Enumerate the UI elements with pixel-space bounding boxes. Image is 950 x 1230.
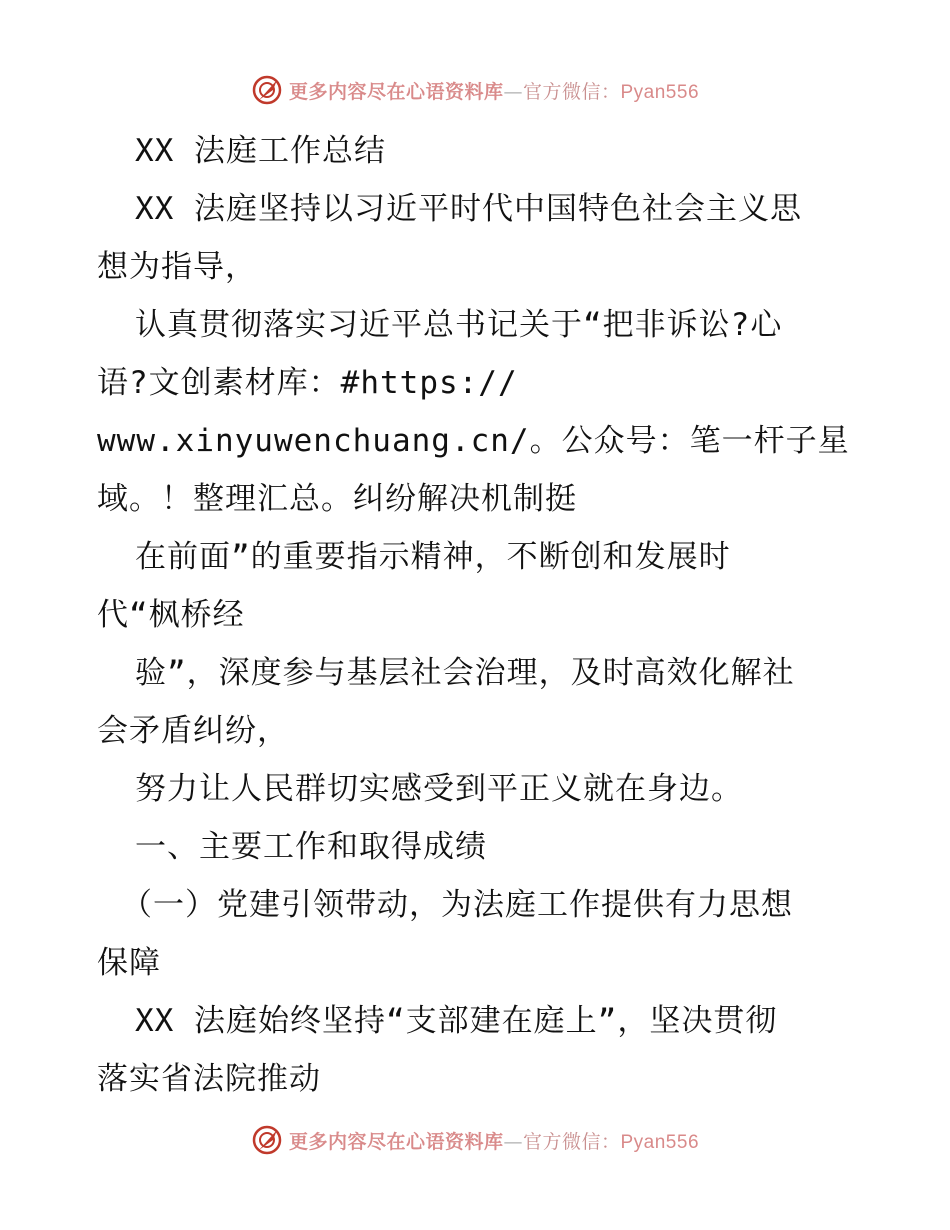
paragraph-line: 验”，深度参与基层社会治理，及时高效化解社 (135, 655, 795, 691)
watermark-separator: — (503, 1130, 523, 1153)
paragraph-line: 会矛盾纠纷， (97, 713, 289, 749)
subsection-heading: （一）党建引领带动，为法庭工作提供有力思想 (121, 887, 793, 923)
paragraph-line: 落实省法院推动 (97, 1061, 321, 1097)
subsection-heading-continued: 保障 (97, 945, 161, 981)
paragraph-line: XX 法庭始终坚持“支部建在庭上”，坚决贯彻 (135, 1003, 778, 1039)
paragraph-line: 认真贯彻落实习近平总书记关于“把非诉讼?心 (135, 307, 783, 343)
paragraph-line: 代“枫桥经 (97, 597, 245, 633)
watermark-wechat-label: 官方微信： (522, 1130, 621, 1153)
section-heading: 一、主要工作和取得成绩 (135, 829, 487, 865)
watermark-brand: 更多内容尽在心语资料库 (288, 80, 504, 103)
paragraph-line: 努力让人民群切实感受到平正义就在身边。 (135, 771, 743, 807)
paragraph-line: 语?文创素材库：#https:// (97, 365, 518, 401)
paragraph-line: 在前面”的重要指示精神，不断创和发展时 (135, 539, 731, 575)
header-watermark (0, 70, 950, 110)
watermark-wechat-id: Pyan556 (620, 81, 700, 103)
quill-logo-icon (251, 1124, 283, 1156)
paragraph-line: 想为指导， (97, 249, 257, 285)
watermark-brand: 更多内容尽在心语资料库 (288, 1130, 504, 1153)
document-title: XX 法庭工作总结 (135, 133, 386, 169)
footer-watermark (0, 1120, 950, 1160)
quill-logo-icon (251, 74, 283, 106)
watermark-wechat-label: 官方微信： (522, 80, 621, 103)
paragraph-line: 域。！整理汇总。纠纷解决机制挺 (97, 481, 577, 517)
paragraph-line: XX 法庭坚持以习近平时代中国特色社会主义思 (135, 191, 802, 227)
watermark-separator: — (503, 80, 523, 103)
watermark-text (289, 77, 699, 104)
watermark-text (289, 1127, 699, 1154)
paragraph-line: www.xinyuwenchuang.cn/。公众号：笔一杆子星 (97, 423, 850, 459)
document-body (97, 122, 857, 1108)
watermark-wechat-id: Pyan556 (620, 1131, 700, 1153)
